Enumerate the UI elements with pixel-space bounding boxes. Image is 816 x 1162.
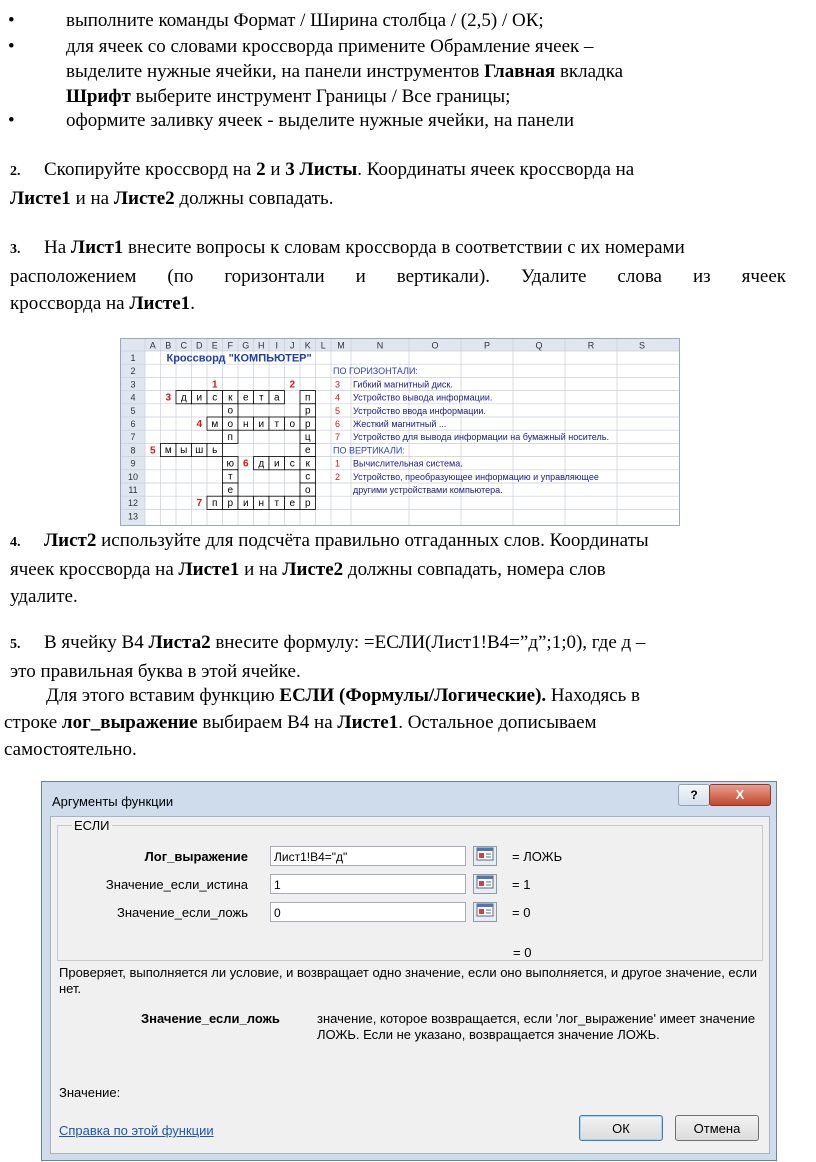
column-header: A <box>149 340 156 351</box>
column-header-bar <box>121 339 679 351</box>
arg-input-if-false[interactable]: 0 <box>270 902 466 922</box>
clue-text: Жесткий магнитный ... <box>353 419 447 429</box>
value-label: Значение: <box>59 1085 121 1100</box>
clue-text: ПО ГОРИЗОНТАЛИ: <box>333 366 418 377</box>
arg-input-logical[interactable]: Лист1!B4="д" <box>270 846 466 866</box>
column-header: O <box>431 340 439 351</box>
crossword-letter: с <box>212 392 218 404</box>
crossword-letter: а <box>273 392 280 404</box>
clue-text: Устройство ввода информации. <box>353 405 486 416</box>
crossword-letter: ы <box>180 445 188 457</box>
arg-label-logical: Лог_выражение <box>144 849 248 864</box>
crossword-number: 6 <box>242 458 249 470</box>
crossword-letter: т <box>274 498 280 509</box>
paragraph-3: 3. На Лист1 внесите вопросы к словам кроссворда в соответствии с их номерами расположением (по горизонтали и вертикали). Удалите слова из ячеек кроссворда на Листе1. <box>10 237 786 314</box>
arg-label-if-true: Значение_если_истина <box>105 877 248 892</box>
collapse-dialog-icon[interactable] <box>473 846 497 866</box>
crossword-letter: ь <box>212 445 218 457</box>
row-header: 10 <box>127 471 139 482</box>
clue-text: Устройство, преобразующее информацию и управляющее <box>353 471 599 482</box>
crossword-letter: к <box>228 392 233 404</box>
column-header: R <box>587 340 595 351</box>
crossword-letter: о <box>227 418 234 430</box>
column-header: F <box>227 340 233 351</box>
clue-text: Гибкий магнитный диск. <box>353 379 453 390</box>
row-header: 1 <box>130 353 136 363</box>
bullet-item-1: выполните команды Формат / Ширина столбца / (2,5) / ОК; <box>66 10 544 31</box>
close-button[interactable]: X <box>709 784 771 806</box>
crossword-letter: н <box>258 498 265 509</box>
crossword-letter: е <box>304 445 311 457</box>
bullet-item-2: для ячеек со словами кроссворда примените Обрамление ячеек – выделите нужные ячейки, на панели инструментов Главная вкладка Шрифт выберите инструмент Границы / Все границы; <box>66 36 624 107</box>
column-header: I <box>275 340 279 351</box>
column-header: L <box>320 340 326 351</box>
clue-number: 1 <box>335 458 341 469</box>
paragraph-2: 2. Скопируйте кроссворд на 2 и 3 Листы. Координаты ячеек кроссворда на Листе1 и на Листе2 должны совпадать. <box>10 159 635 209</box>
dialog-title: Аргументы функции <box>52 794 174 809</box>
bullet-item-3: оформите заливку ячеек - выделите нужные ячейки, на панели <box>66 110 574 131</box>
column-header: J <box>290 340 295 351</box>
column-header: D <box>196 340 203 351</box>
row-header: 9 <box>130 458 136 469</box>
crossword-letter: е <box>227 484 234 496</box>
column-header: B <box>165 340 172 351</box>
crossword-letter: д <box>180 392 187 404</box>
crossword-letter: п <box>227 432 233 443</box>
selected-arg-description: значение, которое возвращается, если 'лог_выражение' имеет значение ЛОЖЬ. Если не указано, возвращается значение ЛОЖЬ. <box>317 1011 756 1042</box>
crossword-letter: е <box>289 498 296 509</box>
crossword-letter: т <box>274 418 280 430</box>
column-header: E <box>211 340 218 351</box>
crossword-number: 5 <box>149 445 156 457</box>
column-header: H <box>258 340 265 351</box>
clue-text: другими устройствами компьютера. <box>353 485 503 495</box>
arg-result-if-true: = 1 <box>512 877 531 892</box>
crossword-letter: о <box>227 405 234 417</box>
column-header: C <box>180 340 187 351</box>
column-header: K <box>304 340 311 351</box>
crossword-number: 3 <box>165 392 172 404</box>
arg-result-logical: = ЛОЖЬ <box>512 849 563 864</box>
row-header: 8 <box>130 445 136 456</box>
collapse-dialog-icon[interactable] <box>473 902 497 922</box>
dialog-body <box>50 816 770 1154</box>
crossword-number: 4 <box>196 419 203 430</box>
crossword-letter: т <box>258 392 264 404</box>
selected-arg-name: Значение_если_ложь <box>141 1011 280 1026</box>
crossword-letter: и <box>196 392 203 404</box>
paragraph-5: 5. В ячейку B4 Листа2 внесите формулу: =ЕСЛИ(Лист1!B4=”д”;1;0), где д – это правильная буква в этой ячейке. <box>10 632 646 682</box>
crossword-letter: ц <box>304 432 311 443</box>
crossword-letter: т <box>227 471 233 483</box>
paragraph-4: 4. Лист2 используйте для подсчёта правильно отгаданных слов. Координаты ячеек кроссворда на Листе1 и на Листе2 должны совпадать, номера слов удалите. <box>10 530 649 607</box>
crossword-letter: и <box>273 458 280 470</box>
crossword-letter: н <box>242 418 249 430</box>
clue-text: Устройство вывода информации. <box>353 392 493 403</box>
column-header: S <box>638 340 646 351</box>
function-arguments-dialog <box>41 781 777 1161</box>
row-header: 6 <box>130 419 136 429</box>
clue-number: 3 <box>335 379 341 390</box>
crossword-letter: и <box>242 498 249 509</box>
column-header: P <box>483 340 491 351</box>
crossword-letter: е <box>242 392 249 404</box>
row-header: 5 <box>130 405 136 416</box>
arg-result-if-false: = 0 <box>512 905 531 920</box>
crossword-letter: м <box>164 445 172 457</box>
row-header: 7 <box>130 432 136 443</box>
arg-label-if-false: Значение_если_ложь <box>117 905 248 920</box>
help-button[interactable]: ? <box>678 784 710 806</box>
crossword-letter: ш <box>195 445 204 457</box>
crossword-letter: с <box>305 471 311 483</box>
bullet-marker: • <box>8 10 15 31</box>
function-name: ЕСЛИ <box>74 818 110 833</box>
clue-number: 5 <box>335 405 341 416</box>
row-header: 13 <box>127 511 139 522</box>
column-header: N <box>376 340 384 351</box>
crossword-number: 7 <box>196 498 203 510</box>
crossword-spreadsheet <box>120 338 680 526</box>
crossword-letter: о <box>289 418 296 430</box>
row-header: 12 <box>127 498 139 509</box>
clue-number: 7 <box>335 432 341 443</box>
crossword-letter: м <box>211 418 219 430</box>
crossword-letter: р <box>304 498 311 509</box>
clue-number: 4 <box>335 392 341 403</box>
cancel-button[interactable]: Отмена <box>675 1115 759 1141</box>
ok-button[interactable]: ОК <box>579 1115 663 1141</box>
column-header: Q <box>535 340 543 351</box>
crossword-letter: р <box>304 418 311 430</box>
crossword-number: 1 <box>211 379 218 391</box>
clue-number: 2 <box>335 471 341 482</box>
paragraph-6: Для этого вставим функцию ЕСЛИ (Формулы/Логические). Находясь в строке лог_выражение выбираем B4 на Листе1. Остальное дописываем самостоятельно. <box>4 685 641 760</box>
clue-number: 6 <box>335 419 341 429</box>
column-header: M <box>337 340 345 351</box>
crossword-letter: с <box>289 458 295 470</box>
crossword-letter: р <box>304 405 311 417</box>
crossword-number: 2 <box>289 379 296 391</box>
crossword-letter: о <box>304 484 311 496</box>
crossword-letter: п <box>305 392 311 404</box>
row-header: 4 <box>130 392 136 403</box>
crossword-letter: д <box>258 458 265 470</box>
crossword-letter: к <box>305 458 310 470</box>
row-header: 2 <box>130 366 136 377</box>
crossword-letter: ю <box>226 458 234 470</box>
function-description: Проверяет, выполняется ли условие, и возвращает одно значение, если оно выполняется, и другое значение, если нет. <box>59 965 757 996</box>
help-link[interactable]: Справка по этой функции <box>59 1123 214 1138</box>
row-header: 3 <box>130 379 136 390</box>
crossword-title: Кроссворд "КОМПЬЮТЕР" <box>166 352 312 365</box>
bullet-marker: • <box>8 36 15 57</box>
column-header: G <box>242 340 250 351</box>
clue-text: ПО ВЕРТИКАЛИ: <box>333 445 405 456</box>
arg-input-if-true[interactable]: 1 <box>270 874 466 894</box>
crossword-letter: п <box>212 498 218 509</box>
crossword-letter: р <box>227 498 234 509</box>
clue-text: Вычислительная система. <box>353 458 463 469</box>
function-group <box>57 818 763 961</box>
clue-text: Устройство для вывода информации на бумажный носитель. <box>353 432 609 443</box>
collapse-dialog-icon[interactable] <box>473 874 497 894</box>
crossword-letter: и <box>258 418 265 430</box>
bullet-marker: • <box>8 110 15 131</box>
row-header: 11 <box>128 485 138 495</box>
formula-result: = 0 <box>513 945 532 960</box>
